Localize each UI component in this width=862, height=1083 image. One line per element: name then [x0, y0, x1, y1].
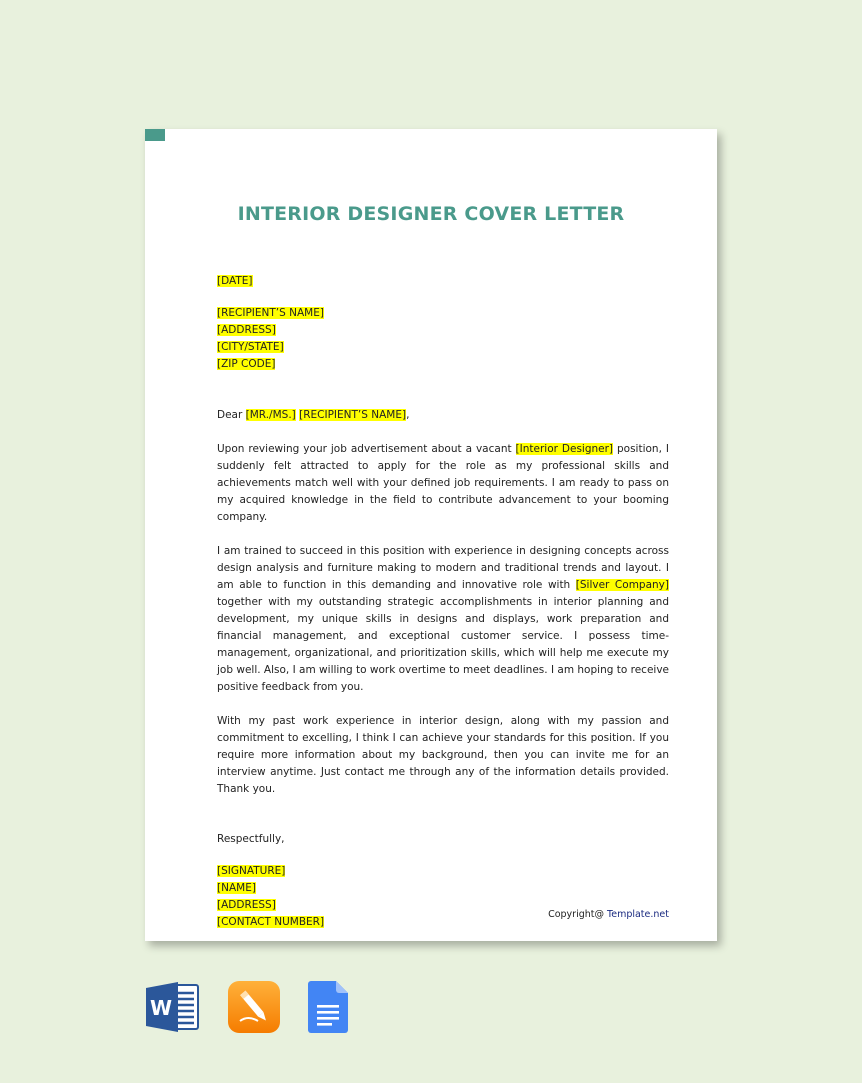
recipient-block: [217, 305, 669, 373]
recipient-name: [RECIPIENT’S NAME]: [217, 307, 324, 319]
salutation-title: [MR./MS.]: [245, 409, 296, 421]
sender-block: [217, 863, 669, 931]
document-title: INTERIOR DESIGNER COVER LETTER: [237, 203, 625, 225]
google-docs-icon[interactable]: [308, 981, 348, 1033]
company-placeholder: [Silver Company]: [575, 579, 669, 591]
document-page: [145, 129, 717, 941]
date-placeholder: [DATE]: [217, 275, 253, 287]
sender-signature: [SIGNATURE]: [217, 865, 286, 877]
salutation: Dear [MR./MS.] [RECIPIENT’S NAME],: [217, 409, 410, 421]
sender-name: [NAME]: [217, 882, 256, 894]
sender-address: [ADDRESS]: [217, 899, 276, 911]
sender-contact: [CONTACT NUMBER]: [217, 916, 325, 928]
pages-icon[interactable]: [228, 981, 280, 1033]
svg-text:W: W: [149, 996, 173, 1020]
recipient-zip: [ZIP CODE]: [217, 358, 276, 370]
salutation-name: [RECIPIENT’S NAME]: [299, 409, 407, 421]
recipient-city-state: [CITY/STATE]: [217, 341, 284, 353]
date-line: [217, 273, 669, 290]
copyright-brand: Template.net: [607, 909, 669, 920]
corner-accent-tab: [145, 129, 165, 141]
word-icon[interactable]: [146, 981, 200, 1033]
recipient-address: [ADDRESS]: [217, 324, 276, 336]
closing: Respectfully,: [217, 833, 285, 845]
paragraph-3: With my past work experience in interior design, along with my passion and commitment to excelling, I think I can achieve your standards for this position. If you require more information about my background, then you can invite me for an interview anytime. Just contact me through any of the information details provided. Thank you.: [217, 715, 669, 795]
letter-body: [217, 273, 669, 931]
position-placeholder: [Interior Designer]: [515, 443, 614, 455]
copyright-notice: Copyright@ Template.net: [548, 909, 669, 920]
paragraph-2: I am trained to succeed in this position with experience in designing concepts across design analysis and furniture making to modern and traditional trends and layout. I am able to function in this demanding and innovative role with [Silver Company] together with my outstanding strategic accomplishments in interior planning and development, my unique skills in designs and displays, work preparation and financial management, and exceptional customer service. I possess time-management, organizational, and prioritization skills, which will help me execute my job well. Also, I am willing to work overtime to meet deadlines. I am hoping to receive positive feedback from you.: [217, 545, 669, 693]
paragraph-1: Upon reviewing your job advertisement about a vacant [Interior Designer] position, I suddenly felt attracted to apply for the role as my professional skills and achievements match well with your defined job requirements. I am ready to pass on my acquired knowledge in the field to contribute advancement to your booming company.: [217, 443, 669, 523]
